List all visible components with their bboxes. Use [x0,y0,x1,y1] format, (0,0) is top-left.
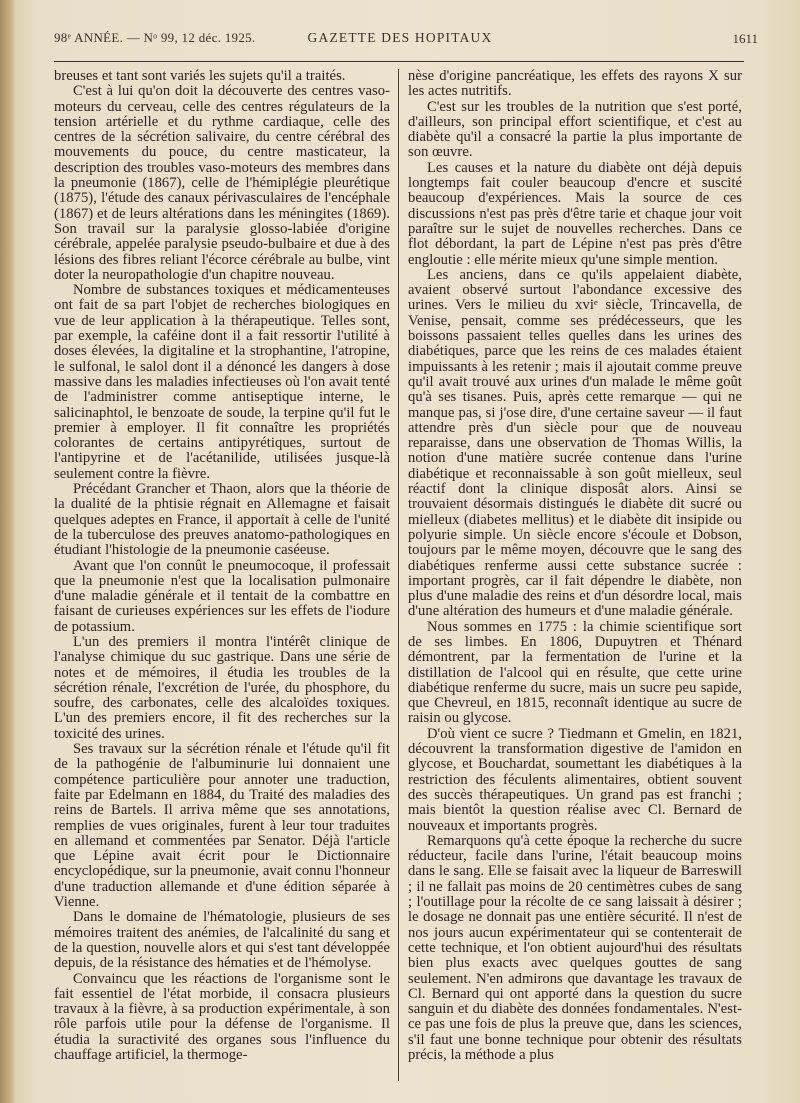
binding-edge [0,0,16,1103]
right-column [408,69,742,1063]
paragraph: Convaincu que les réactions de l'organisme sont le fait essentiel de l'état morbide, il consacra plusieurs travaux à la fièvre, à sa production expérimentale, à son rôle parfois utile pour la défense de l'organisme. Il étudia la suractivité des organes sous l'influence du chauffage artificiel, la thermoge- [54,970,390,1063]
paragraph: Avant que l'on connût le pneumocoque, il professait que la pneumonie n'est que la localisation pulmonaire d'une maladie générale et il tentait de la combattre en faisant de curieuses expériences sur les effets de l'iodure de potassium. [54,557,390,635]
column-divider [398,69,399,1081]
paragraph: Nombre de substances toxiques et médicamenteuses ont fait de sa part l'objet de recherches biologiques en vue de leur application à la thérapeutique. Telles sont, par exemple, la caféine dont il a fait ressortir l'utilité à doses élevées, la digitaline et la strophantine, l'atropine, le sulfonal, le salol dont il a dénoncé les dangers à dose massive dans les maladies infectieuses où l'on avait tenté de l'administrer comme antiseptique interne, le salicinaphtol, le benzoate de soude, la terpine qu'il fut le premier à employer. Il fit connaître les propriétés colorantes de certains antipyrétiques, surtout de l'antipyrine et de l'acétanilide, utilisées jusque-là seulement contre la fièvre. [54,282,390,482]
paragraph: breuses et tant sont variés les sujets qu'il a traités. [54,68,346,84]
paragraph: Dans le domaine de l'hématologie, plusieurs de ses mémoires traitent des anémies, de l'alcalinité du sang et de la question, nouvelle alors et qui s'est tant développée depuis, de la résistance des hématies et de l'hémolyse. [54,909,390,972]
paragraph: Remarquons qu'à cette époque la recherche du sucre réducteur, facile dans l'urine, l'était beaucoup moins dans le sang. Elle se faisait avec la liqueur de Barreswill ; il ne fallait pas moins de 20 centimètres cubes de sang ; l'outillage pour la récolte de ce sang laissait à désirer ; le dosage ne donnait pas une entière sécurité. Il n'est de nos jours aucun expérimentateur qui se contenterait de cette technique, et l'on obtient aujourd'hui des résultats bien plus exacts avec quelques gouttes de sang seulement. N'en admirons que davantage les travaux de Cl. Bernard qui ont apporté dans la question du sucre sanguin et du diabète des données fondamentales. N'est-ce pas une fois de plus la preuve que, dans les sciences, s'il faut une bonne technique pour obtenir des résultats précis, la méthode a plus [408,832,742,1063]
paragraph: C'est sur les troubles de la nutrition que s'est porté, d'ailleurs, son principal effort scientifique, et c'est au diabète qu'il a consacré la partie la plus importante de son œuvre. [408,98,742,161]
paragraph: D'où vient ce sucre ? Tiedmann et Gmelin, en 1821, découvrent la transformation digestive de l'amidon en glycose, et Bouchardat, soumettant les diabétiques à la restriction des féculents alimentaires, obtient souvent des succès thérapeutiques. Un grand pas est franchi ; mais bientôt la question réalise avec Cl. Bernard de nouveaux et importants progrès. [408,725,742,834]
page-number: 1611 [732,31,758,46]
paragraph: Les causes et la nature du diabète ont déjà depuis longtemps fait couler beaucoup d'encre et suscité beaucoup d'expériences. Mais la source de ces discussions n'est pas près d'être tarie et chaque jour voit paraître sur le sujet de nouvelles recherches. Dans ce flot débordant, la part de Lépine n'est pas près d'être engloutie : elle mérite mieux qu'une simple mention. [408,159,742,268]
paragraph: Nous sommes en 1775 : la chimie scientifique sort de ses limbes. En 1806, Dupuytren et Thénard démontrent, par la fermentation de l'urine et la distillation de l'alcool qui en résulte, que cette urine diabétique renferme du sucre, mais un sucre peu sapide, que Chevreul, en 1815, reconnaît identique au sucre de raisin ou glycose. [408,618,742,727]
header-rule [54,61,744,62]
paragraph: Les anciens, dans ce qu'ils appelaient diabète, avaient observé surtout l'abondance excessive des urines. Vers le milieu du xviᵉ siècle, Trincavella, de Venise, pensait, comme ses prédécesseurs, que les boissons passaient telles quelles dans les urines des diabétiques, parce que les reins de ces malades étaient impuissants à les retenir ; mais il ajoutait comme preuve qu'il avait trouvé aux urines d'un malade le même goût qu'à ses tisanes. Puis, après cette remarque — qui ne manque pas, si j'ose dire, d'une certaine saveur — il faut attendre près d'un siècle pour que de nouveau reparaisse, dans une observation de Thomas Willis, la notion d'une matière sucrée contenue dans l'urine diabétique et reconnaissable à son goût mielleux, seul réactif dont la clinique disposât alors. Ainsi se trouvaient désormais distingués le diabète dit sucré ou mielleux (diabetes mellitus) et le diabète dit insipide ou polyurie simple. Un siècle encore s'écoule et Dobson, toujours par le même moyen, découvre que le sang des diabétiques renferme aussi cette substance sucrée : important progrès, car il fait dépendre le diabète, non plus d'une maladie des reins et d'un désordre local, mais d'une altération des humeurs et d'une maladie générale. [408,266,742,620]
page-header [54,30,758,52]
paragraph: L'un des premiers il montra l'intérêt clinique de l'analyse chimique du suc gastrique. Dans une série de notes et de mémoires, il étudia les troubles de la sécrétion rénale, l'excrétion de l'urée, du phosphore, du soufre, des carbonates, celle des alcaloïdes toxiques. L'un des premiers encore, il fit des recherches sur la toxicité des urines. [54,633,390,742]
paragraph: C'est à lui qu'on doit la découverte des centres vaso-moteurs du cerveau, celle des centres régulateurs de la tension artérielle et du rythme cardiaque, celle des centres de la sécrétion salivaire, du centre cérébral des mouvements du pouce, du centre masticateur, la description des troubles vaso-moteurs des membres dans la pneumonie (1867), celle de l'hémiplégie pleurétique (1875), l'étude des canaux périvasculaires de l'encéphale (1867) et de leurs altérations dans les méningites (1869). Son travail sur la paralysie glosso-labiée d'origine cérébrale, appelée paralysie pseudo-bulbaire et due à des lésions des fibres reliant l'écorce cérébrale au bulbe, vint doter la neuropathologie d'un chapitre nouveau. [54,83,390,283]
paragraph: Précédant Grancher et Thaon, alors que la théorie de la dualité de la phtisie régnait en Allemagne et faisait quelques adeptes en France, il apportait à celle de l'unité de la tuberculose des preuves anatomo-pathologiques en étudiant l'histologie de la pneumonie caséeuse. [54,481,390,559]
issue-info: 98ᵉ ANNÉE. — Nᵒ 99, 12 déc. 1925. [54,30,256,45]
paragraph: nèse d'origine pancréatique, les effets des rayons X sur les actes nutritifs. [408,68,742,100]
left-column [54,69,390,1063]
paragraph: Ses travaux sur la sécrétion rénale et l'étude qu'il fit de la pathogénie de l'albuminurie lui donnaient une compétence particulière pour annoter une traduction, faite par Edelmann en 1884, du Traité des maladies des reins de Bartels. Il arriva même que ses annotations, remplies de vues originales, furent à leur tour traduites en allemand et commentées par Senator. Déjà l'article que Lépine avait écrit pour le Dictionnaire encyclopédique, sur la pneumonie, avait connu l'honneur d'une traduction allemande et d'une édition séparée à Vienne. [54,741,390,911]
journal-title: GAZETTE DES HOPITAUX [307,30,493,45]
